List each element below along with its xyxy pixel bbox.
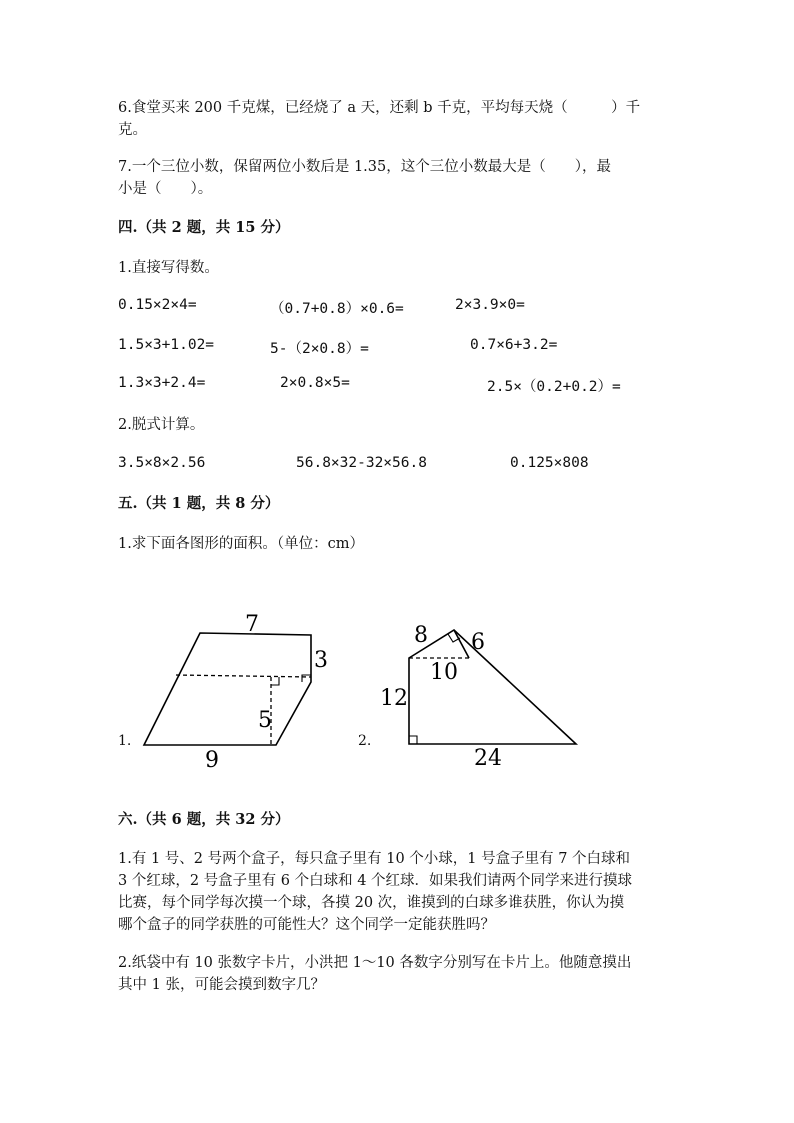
question-6-1-line: 哪个盒子的同学获胜的可能性大？这个同学一定能获胜吗？ <box>118 917 495 933</box>
figure-1-dashed-line <box>176 675 311 677</box>
figure-1-height-label: 5 <box>258 708 272 733</box>
question-7-line-2: 小是（ ）。 <box>118 181 213 197</box>
question-6-2-line: 其中 1 张，可能会摸到数字几？ <box>118 977 325 993</box>
step-calc-item: 3.5×8×2.56 <box>118 455 206 471</box>
section-4-heading: 四.（共 2 题，共 15 分） <box>118 219 290 236</box>
figure-2-right-angle-bottom <box>409 736 417 744</box>
question-6-1-line: 1.有 1 号、2 号两个盒子，每只盒子里有 10 个小球，1 号盒子里有 7 个白球和 <box>118 851 631 867</box>
figure-2-label-24: 24 <box>474 746 502 771</box>
figure-2-label-8: 8 <box>414 623 428 648</box>
figure-1-right-angle-top <box>302 675 311 682</box>
question-6-2-line: 2.纸袋中有 10 张数字卡片，小洪把 1～10 各数字分别写在卡片上。他随意摸出 <box>118 955 632 971</box>
direct-calc-title: 1.直接写得数。 <box>118 260 219 276</box>
calc-item: （0.7+0.8）×0.6= <box>270 301 404 317</box>
figure-2 <box>370 615 590 775</box>
figure-1-right-label: 3 <box>314 648 328 673</box>
question-6-line-2: 克。 <box>118 122 147 138</box>
calc-item: 1.5×3+1.02= <box>118 337 215 353</box>
figure-1-top-label: 7 <box>245 612 259 637</box>
calc-item: 0.7×6+3.2= <box>470 337 558 353</box>
calc-item: 0.15×2×4= <box>118 297 197 313</box>
calc-item: 2×0.8×5= <box>280 375 350 391</box>
figure-1-label: 1. <box>118 733 132 749</box>
calc-item: 2.5×（0.2+0.2）= <box>487 379 621 395</box>
question-6-line-1: 6.食堂买来 200 千克煤，已经烧了 a 天，还剩 b 千克，平均每天烧（ ）千 <box>118 100 641 116</box>
question-7-line-1: 7.一个三位小数，保留两位小数后是 1.35，这个三位小数最大是（ ），最 <box>118 159 611 175</box>
figure-2-label-6: 6 <box>471 630 485 655</box>
section-5-heading: 五.（共 1 题，共 8 分） <box>118 495 280 512</box>
figure-1 <box>130 605 340 775</box>
question-6-1-line: 3 个红球，2 号盒子里有 6 个白球和 4 个红球．如果我们请两个同学来进行摸球 <box>118 873 633 889</box>
calc-item: 5-（2×0.8）= <box>270 341 369 357</box>
calc-item: 2×3.9×0= <box>455 297 525 313</box>
figure-2-side-6 <box>454 630 469 658</box>
section-6-heading: 六.（共 6 题，共 32 分） <box>118 811 290 828</box>
figure-1-outline <box>144 633 311 745</box>
step-calc-title: 2.脱式计算。 <box>118 417 205 433</box>
figure-2-label: 2. <box>358 733 372 749</box>
figure-1-right-angle <box>271 677 279 685</box>
figure-1-bottom-label: 9 <box>205 748 219 773</box>
step-calc-item: 56.8×32-32×56.8 <box>296 455 427 471</box>
question-6-1-line: 比赛，每个同学每次摸一个球，各摸 20 次，谁摸到的白球多谁获胜，你认为摸 <box>118 895 625 911</box>
figure-2-label-12: 12 <box>380 686 408 711</box>
figure-2-outline <box>409 630 576 744</box>
area-question-title: 1.求下面各图形的面积。（单位：cm） <box>118 536 364 552</box>
calc-item: 1.3×3+2.4= <box>118 375 206 391</box>
figure-2-label-10: 10 <box>430 660 458 685</box>
step-calc-item: 0.125×808 <box>510 455 589 471</box>
